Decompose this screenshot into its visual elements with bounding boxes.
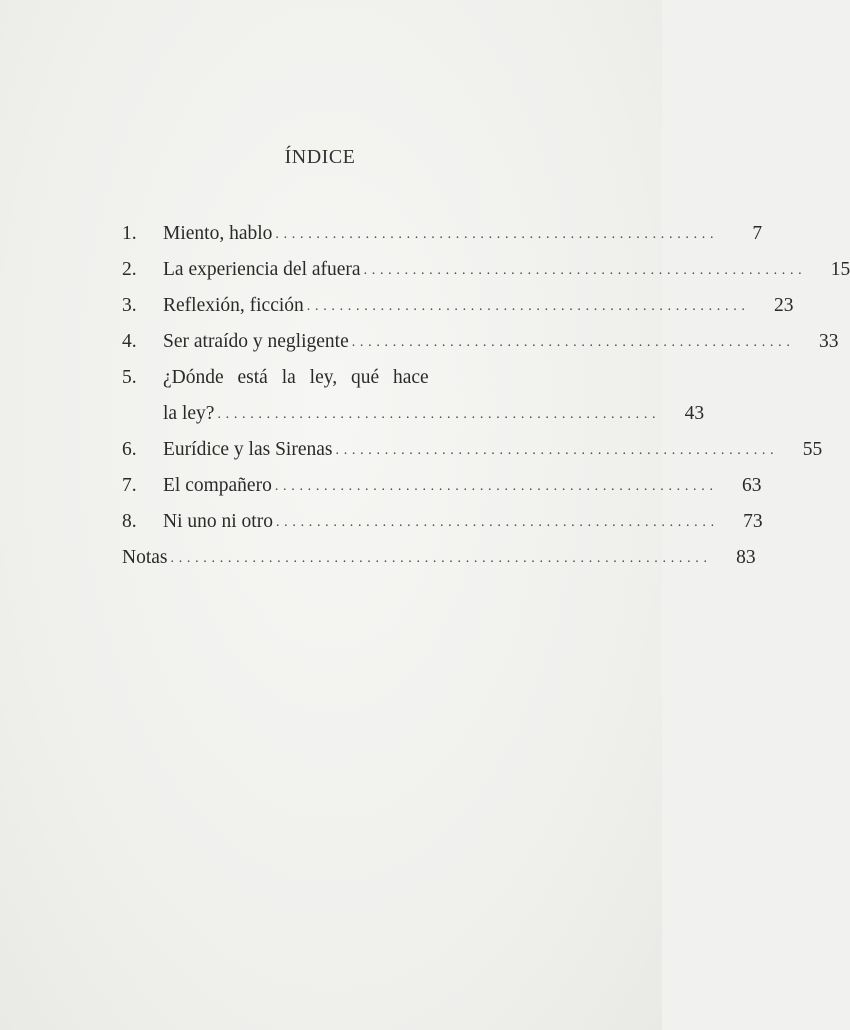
- toc-entry-page: 63: [742, 475, 762, 496]
- dot-leader: . . . . . . . . . . . . . . . . . . . . . . . . . . . . . . . . . . . . . . . . . . . . . . . . . . . . . .: [363, 263, 803, 278]
- toc-entry-label: Eurídice y las Sirenas: [163, 439, 333, 460]
- toc-entry-label: El compañero: [163, 475, 272, 496]
- toc-entry-number: 6.: [122, 439, 137, 460]
- page-title: ÍNDICE: [284, 146, 356, 168]
- toc-entry-page: 43: [684, 403, 705, 424]
- toc-entry-4: [122, 324, 839, 360]
- toc-entry-1: [122, 216, 763, 252]
- toc-entry-8: [122, 504, 763, 540]
- toc-entry-number: 2.: [122, 259, 137, 280]
- toc-entry-page: 73: [743, 511, 763, 532]
- toc-entry-number: 7.: [122, 475, 137, 496]
- toc-entry-label: Ni uno ni otro: [163, 511, 273, 532]
- toc-entry-page: 15: [830, 259, 850, 280]
- toc-entry-7: [122, 468, 762, 504]
- toc-entry-number: 3.: [122, 295, 137, 316]
- toc-entry-label: La experiencia del afuera: [163, 259, 361, 280]
- toc-entry-label: Notas: [122, 547, 168, 568]
- toc-entry-6: [122, 432, 823, 468]
- dot-leader: . . . . . . . . . . . . . . . . . . . . . . . . . . . . . . . . . . . . . . . . . . . . . . . . . . . . . .: [335, 443, 775, 458]
- toc-entry-number: 4.: [122, 331, 137, 352]
- toc-entry-number: 8.: [122, 511, 137, 532]
- dot-leader: . . . . . . . . . . . . . . . . . . . . . . . . . . . . . . . . . . . . . . . . . . . . . . . . . . . . . .: [217, 407, 657, 422]
- dot-leader: . . . . . . . . . . . . . . . . . . . . . . . . . . . . . . . . . . . . . . . . . . . . . . . . . . . . . . . . . . . . . . . . . .: [170, 551, 708, 566]
- toc-entry-page: 55: [802, 439, 823, 460]
- dot-leader: . . . . . . . . . . . . . . . . . . . . . . . . . . . . . . . . . . . . . . . . . . . . . . . . . . . . . .: [275, 515, 715, 530]
- toc-entry-page: 7: [752, 223, 763, 244]
- toc-entry-2: [122, 252, 850, 288]
- toc-entry-page: 23: [774, 295, 794, 316]
- dot-leader: . . . . . . . . . . . . . . . . . . . . . . . . . . . . . . . . . . . . . . . . . . . . . . . . . . . . . .: [275, 227, 715, 242]
- toc-entry-label: ¿Dónde está la ley, qué hace: [163, 367, 429, 388]
- toc-entry-label: Miento, hablo: [163, 223, 273, 244]
- toc-entry-3: [122, 288, 794, 324]
- toc-entry-label: Reflexión, ficción: [163, 295, 304, 316]
- toc-entry-label: la ley?: [163, 403, 215, 424]
- toc-entry-number: 5.: [122, 367, 137, 388]
- toc-entry-number: 1.: [122, 223, 137, 244]
- toc-entry-page: 83: [736, 547, 756, 568]
- toc-entry-label: Ser atraído y negligente: [163, 331, 349, 352]
- dot-leader: . . . . . . . . . . . . . . . . . . . . . . . . . . . . . . . . . . . . . . . . . . . . . . . . . . . . . .: [274, 479, 714, 494]
- toc-entry-page: 33: [818, 331, 839, 352]
- dot-leader: . . . . . . . . . . . . . . . . . . . . . . . . . . . . . . . . . . . . . . . . . . . . . . . . . . . . . .: [306, 299, 746, 314]
- toc-entry-5-line-1: [122, 360, 502, 396]
- table-of-contents: [122, 216, 850, 576]
- toc-entry-notes: [122, 540, 756, 576]
- toc-entry-5-line-2: [122, 396, 705, 432]
- dot-leader: . . . . . . . . . . . . . . . . . . . . . . . . . . . . . . . . . . . . . . . . . . . . . . . . . . . . . .: [351, 335, 791, 350]
